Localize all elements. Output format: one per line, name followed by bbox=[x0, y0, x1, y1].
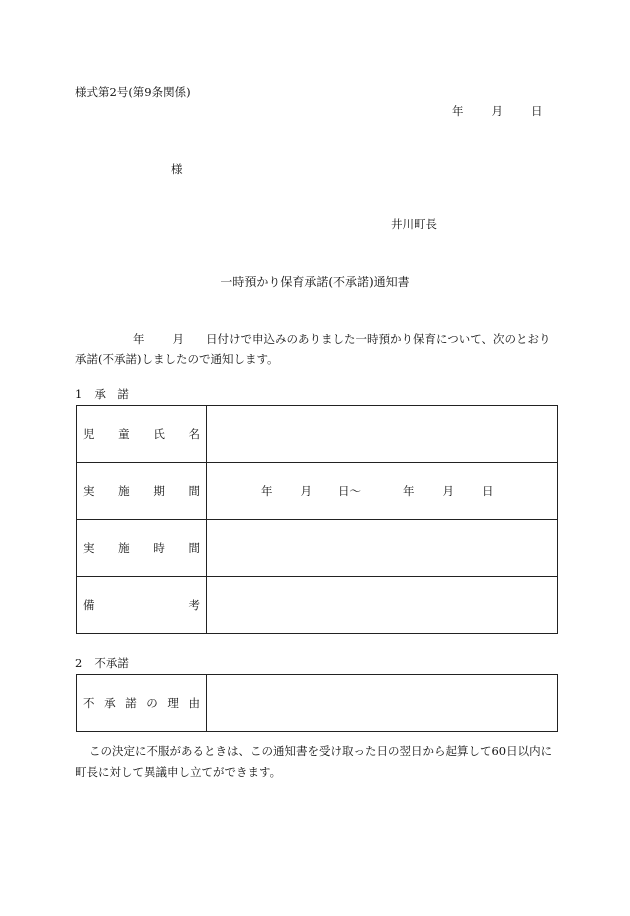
child-name-label: 児 童 氏 名 bbox=[77, 406, 207, 463]
form-number: 様式第2号(第9条関係) bbox=[75, 85, 191, 99]
period-label: 実 施 期 間 bbox=[77, 463, 207, 520]
section2-title: 不承諾 bbox=[94, 656, 129, 670]
rejection-reason-field[interactable] bbox=[207, 675, 558, 732]
issuer-name: 井川町長 bbox=[391, 217, 437, 231]
appeal-notice-text: この決定に不服があるときは、この通知書を受け取った日の翌日から起算して60日以内に町長に対して異議申し立てができます。 bbox=[75, 744, 553, 779]
section2-number: 2 bbox=[75, 656, 83, 670]
table-row bbox=[77, 675, 558, 732]
table-row bbox=[77, 577, 558, 634]
document-title: 一時預かり保育承諾(不承諾)通知書 bbox=[220, 275, 410, 289]
body-paragraph bbox=[75, 329, 559, 369]
table-row bbox=[77, 463, 558, 520]
addressee: 様 bbox=[171, 162, 183, 176]
child-name-field[interactable] bbox=[207, 406, 558, 463]
body-text: 日付けで申込みのありました一時預かり保育について、次のとおり承諾(不承諾)しましたので通知します。 bbox=[75, 332, 551, 366]
section1-title: 承 諾 bbox=[94, 387, 129, 401]
period-field[interactable]: 年 月 日～ 年 月 日 bbox=[207, 463, 558, 520]
remarks-field[interactable] bbox=[207, 577, 558, 634]
body-year: 年 bbox=[133, 332, 145, 346]
table-row bbox=[77, 520, 558, 577]
time-field[interactable] bbox=[207, 520, 558, 577]
rejection-table bbox=[76, 674, 558, 732]
appeal-notice bbox=[75, 741, 559, 783]
approval-table bbox=[76, 405, 558, 634]
date-year: 年 bbox=[452, 104, 464, 118]
date-month: 月 bbox=[491, 104, 503, 118]
time-label: 実 施 時 間 bbox=[77, 520, 207, 577]
body-month: 月 bbox=[172, 332, 184, 346]
rejection-reason-label: 不 承 諾 の 理 由 bbox=[77, 675, 207, 732]
date-line bbox=[452, 103, 543, 119]
section1-heading bbox=[75, 386, 129, 402]
section2-heading bbox=[75, 655, 129, 671]
section1-number: 1 bbox=[75, 387, 83, 401]
date-day: 日 bbox=[531, 104, 543, 118]
remarks-label: 備 考 bbox=[77, 577, 207, 634]
table-row bbox=[77, 406, 558, 463]
